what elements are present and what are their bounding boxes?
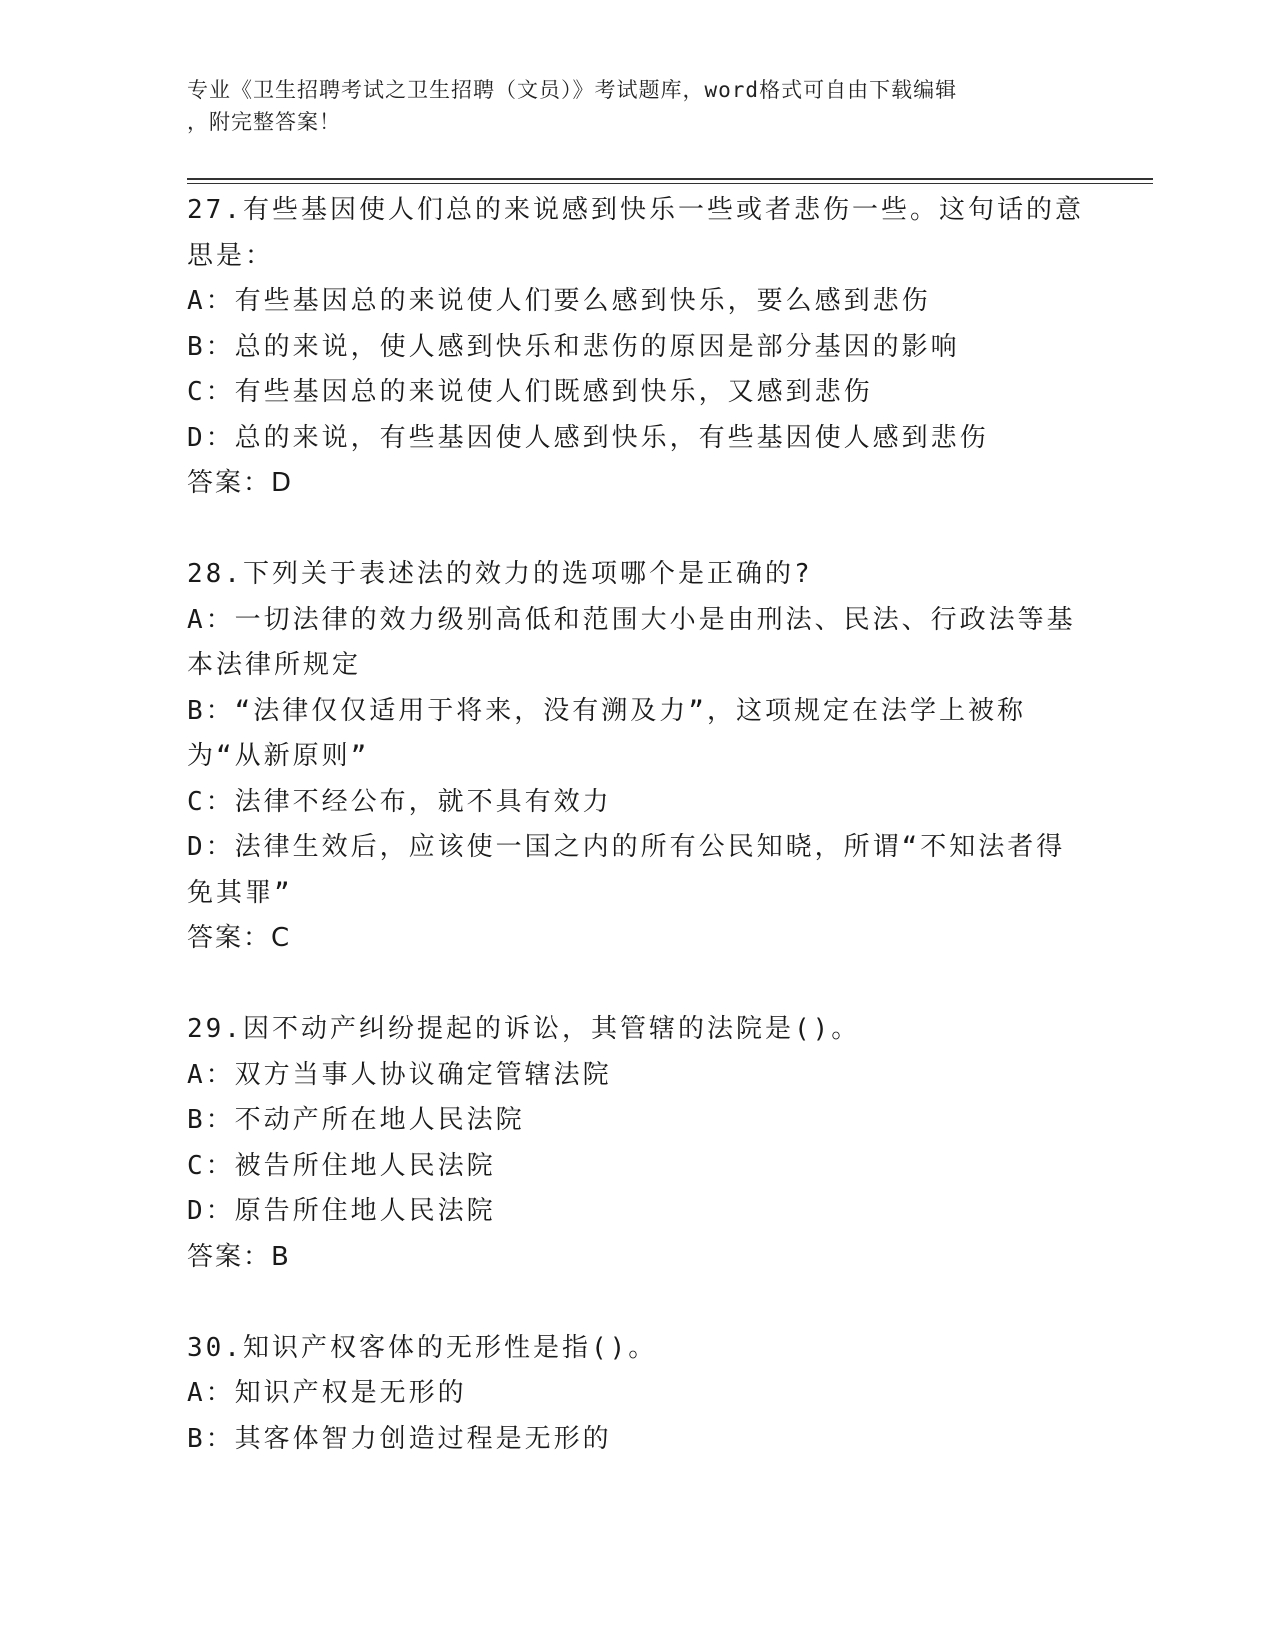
- document-header: [187, 74, 1067, 138]
- option-c: C：有些基因总的来说使人们既感到快乐，又感到悲伤: [187, 377, 873, 407]
- question-stem: 28.下列关于表述法的效力的选项哪个是正确的?: [187, 559, 813, 589]
- answer: 答案：D: [187, 468, 294, 498]
- header-line-2: ，附完整答案！: [187, 110, 341, 134]
- answer: 答案：C: [187, 923, 292, 953]
- option-a: A：双方当事人协议确定管辖法院: [187, 1059, 612, 1090]
- option-a: A：有些基因总的来说使人们要么感到快乐，要么感到悲伤: [187, 286, 931, 316]
- question-28: [187, 552, 1087, 962]
- question-stem: 29.因不动产纠纷提起的诉讼，其管辖的法院是()。: [187, 1014, 861, 1044]
- answer: 答案：B: [187, 1241, 291, 1272]
- header-divider-thin: [187, 183, 1153, 184]
- option-b: B：其客体智力创造过程是无形的: [187, 1423, 612, 1454]
- option-d: D：法律生效后，应该使一国之内的所有公民知晓，所谓“不知法者得免其罪”: [187, 832, 1066, 908]
- question-27: [187, 188, 1087, 507]
- header-line-1: 专业《卫生招聘考试之卫生招聘（文员）》考试题库，word格式可自由下载编辑: [187, 78, 958, 102]
- question-stem: 27.有些基因使人们总的来说感到快乐一些或者悲伤一些。这句话的意思是：: [187, 195, 1084, 271]
- option-c: C：被告所住地人民法院: [187, 1150, 496, 1181]
- option-b: B：“法律仅仅适用于将来，没有溯及力”，这项规定在法学上被称为“从新原则”: [187, 695, 1026, 771]
- question-30: [187, 1326, 1087, 1463]
- question-list: [187, 188, 1087, 1508]
- option-b: B：总的来说，使人感到快乐和悲伤的原因是部分基因的影响: [187, 331, 960, 362]
- option-c: C：法律不经公布，就不具有效力: [187, 786, 612, 817]
- option-d: D：原告所住地人民法院: [187, 1196, 496, 1226]
- option-d: D：总的来说，有些基因使人感到快乐，有些基因使人感到悲伤: [187, 422, 989, 453]
- option-a: A：知识产权是无形的: [187, 1378, 467, 1408]
- option-a: A：一切法律的效力级别高低和范围大小是由刑法、民法、行政法等基本法律所规定: [187, 604, 1076, 680]
- question-29: [187, 1007, 1087, 1280]
- option-b: B：不动产所在地人民法院: [187, 1105, 525, 1135]
- header-divider-thick: [187, 178, 1153, 180]
- question-stem: 30.知识产权客体的无形性是指()。: [187, 1332, 658, 1363]
